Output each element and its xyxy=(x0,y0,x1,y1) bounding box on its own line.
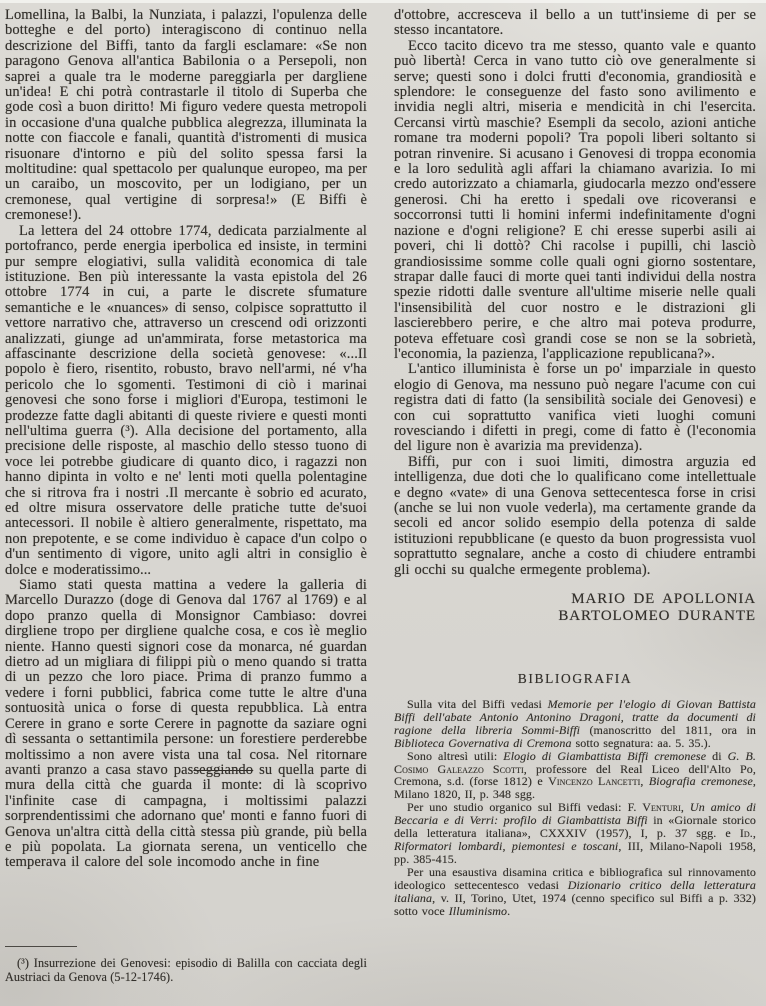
paragraph: d'ottobre, accresceva il bello a un tutt'insieme di per se stesso incantatore. xyxy=(394,8,756,39)
footnote-area xyxy=(5,946,367,985)
bib-text-italic: Illuminismo xyxy=(448,903,508,918)
bibliography-entry xyxy=(394,698,756,750)
bib-text: sotto segnatura: aa. 5. 35.). xyxy=(571,735,711,750)
bib-text-italic: Memorie per l'elogio di Giovan Battista Biffi dell'abate Antonio Antonino Dragoni, tratte da documenti di ragione della libreria Sommi-Biffi xyxy=(394,697,756,737)
bib-text: , xyxy=(640,774,649,789)
footnote-rule xyxy=(5,946,77,947)
paragraph: Ecco tacito dicevo tra me stesso, quanto vale e quanto può libertà! Cerca in vano tutto ciò ove generalmente si serve; questi sono i dolci frutti d'economia, grandiosità e splendore: le conseguenze del fasto sono avilimento e invidia negli altri, miseria e mendicità in chi l'esercita. Cercansi virtù maschie? Esempli da secolo, azioni antiche romane tra moderni popoli? Tra popoli liberi soltanto si potran rinvenire. Si acusano i Genovesi di troppa economia e la loro sedulità agli affari la chiamano avarizia. Io mi credo autorizzato a chiamarla, giudocarla mezzo ond'essere generosi. Chi ha eretto i spedali ove ricoveransi e soccorronsi tutti li homini infermi indefinitamente d'ogni nazione e d'ogni religione? E chi eresse superbi asili ai poveri, chi li dottò? Chi racolse i pupilli, chi lasciò grandiosissime somme colle quali ogni giorno sostentare, strapar dalle fauci di morte quei tanti individui della nostra spezie ridotti dalle sventure all'ultime miserie nelle quali l'insensibilità del cuor nostro e le distrazioni gli lascierebbero perire, e che altro mai poteva produrre, poteva effetuare così grandi cose se non se la sobrietà, l'economia, la pazienza, l'applicazione republicana?». xyxy=(394,37,756,362)
paragraph-text: Siamo stati questa mattina a vedere la galleria di Marcello Durazzo (doge di Genova dal 1767 al 1769) e al dopo pranzo quella di Monsignor Cambiaso: dovrei dirgliene tropo per dirgliene qualche cosa, e cos ìè meglio niente. Hanno questi signori cose da monarca, né guardan dietro ad un migliara di filippi più o meno quando si tratta di un pezzo che loro piace. Prima di pranzo fummo a vedere i forni pubblici, fabrica come tutte le altre d'una sontuosità unica o forse di questa repubblica. Là entra Cerere in grano e sorte Cerere in pagnotte da saziare ogni dì sessanta o settantimila persone: un forestiere perderebbe moltissimo a non avere vista una tal cosa. Nel ritornare avanti pranzo a casa stavo pas xyxy=(5,577,367,778)
paragraph: La lettera del 24 ottobre 1774, dedicata parzialmente al portofranco, perde energia iperbolica ed insiste, in termini pur sempre elogiativi, sulla validità economica di tale istituzione. Ben più interessante la vasta epistola del 26 ottobre 1774 in cui, a parte le discrete sfumature semantiche e le «nuances» di senso, colpisce soprattutto il vettore narrativo che, attraverso un crescend odi orizzonti analizzati, giunge ad un'ammirata, forse metastorica ma affascinante descrizione della società genovese: «...Il popolo è fiero, risentito, robusto, bravo nell'armi, né v'ha pericolo che lo sgomenti. Testimoni di ciò i marinai genovesi che sono forse i migliori d'Europa, testimoni le prodezze fatte dagli abitanti di queste riviere e questi monti nell'ultima guerra (³). Alla decisione del portamento, alla precisione delle risposte, al maschio dello stesso tuono di voce lei potrebbe giudicare di quanto dico, i ragazzi non hanno dipinta in volto e ne' lenti moti quella polentagine che si ritrova fra i nostri .Il mercante è sobrio ed acurato, ed oltre misura osservatore delle pratiche tutte de'suoi antecessori. Il nobile è altiero generalmente, rispettato, ma non prepotente, e se come individuo è capace d'un colpo o d'un sentimento di vigore, unito agli altri in consiglio è dolce e moderatissimo... xyxy=(5,222,367,578)
right-column xyxy=(394,8,756,1004)
bib-text: , professore del Real Liceo dell'Alto Po, Cremona, s.d. (forse 1812) e xyxy=(394,761,756,789)
bib-text-italic: Biografia cremonese xyxy=(648,774,753,789)
paragraph: Biffi, pur con i suoi limiti, dimostra arguzia ed intelligenza, due doti che lo qualificano come intellettuale e degno «vate» di una Genova settecentesca forse in crisi (anche se lui non vuole vederla), ma certamente grande da secoli ed ancor solido esempio della potenza di salde istituzioni repubblicane (e questo da buon progressista vuol soprattutto segnalare, anche a costo di chiudere entrambi gli occhi su qualche ermegente problema). xyxy=(394,453,756,578)
bib-text-italic: Un amico di Beccaria e di Verri: profilo di Giambattista Biffi xyxy=(394,800,756,828)
bib-text: , III, Milano-Napoli 1958, pp. 385-415. xyxy=(394,839,756,866)
paragraph-text: su quella parte di mura della città che guarda il monte: di là scoprivo l'infinite case di campagna, i moltissimi palazzi sorprendentissimi che adornano que' monti e fanno fuori di Genova un'altra città della città stessa più grande, più bella e più popolata. La giornata serena, un venticello che temperava il calore del sole incomodo anche in fine xyxy=(5,761,367,871)
author-name: MARIO DE APOLLONIA xyxy=(571,591,756,608)
bib-text-italic: G. B. xyxy=(727,748,756,763)
bib-text: (manoscritto del 1811, ora in xyxy=(580,722,756,737)
bib-text: Per una esaustiva disamina critica e bibliografica sul rinnovamento ideologico settecentesco vedasi xyxy=(394,864,756,892)
author-signatures xyxy=(394,591,756,625)
bib-text: Per uno studio organico sul Biffi vedasi: xyxy=(407,800,628,815)
left-column xyxy=(5,8,367,944)
bib-author-smallcaps: F. Venturi xyxy=(627,800,681,815)
bibliography-entry xyxy=(394,801,756,866)
bib-text: , Milano 1820, II, p. 348 sgg. xyxy=(394,774,756,802)
bib-text-italic: Elogio di Giambattista Biffi cremonese xyxy=(503,748,707,763)
bib-author-smallcaps: Id. xyxy=(739,826,753,841)
bibliography-entry xyxy=(394,750,756,802)
paragraph: Lomellina, la Balbi, la Nunziata, i palazzi, l'opulenza delle botteghe e del porto) interagiscono di continuo nella descrizione del Biffi, tanto da fargli esclamare: «Se non paragono Genova all'antica Babilonia o a Persepoli, non saprei a quale tra le moderne pareggiarla per dargliene un'idea! E chi potrà contrastarle il titolo di Superba che gode così a buon diritto! Mi figuro vedere questa metropoli in occasione d'una qualche pubblica alegrezza, illuminata la notte con fiaccole e fanali, quantità d'istromenti di musica risuonare d'intorno e più del solito spessa farsi la moltitudine: qual spettacolo per qualunque europeo, ma per un caraibo, un moscovito, per un lodigiano, per un cremonese, qual vertigine di sorpresa!» (E Biffi è cremonese!). xyxy=(5,8,367,224)
author-name: BARTOLOMEO DURANTE xyxy=(558,608,756,625)
bib-text-italic: Riformatori lombardi, piemontesi e toscani xyxy=(394,839,619,853)
bib-text: , xyxy=(680,800,690,815)
bib-text: di xyxy=(706,748,728,763)
bib-text-italic: Biblioteca Governativa di Cremona xyxy=(394,735,572,750)
struck-word: seggiando xyxy=(193,761,254,778)
bibliography-title: BIBLIOGRAFIA xyxy=(517,671,633,687)
paragraph xyxy=(5,578,367,871)
bibliography-entry xyxy=(394,866,756,918)
bib-text: . xyxy=(507,903,511,918)
paragraph: L'antico illuminista è forse un po' imparziale in questo elogio di Genova, ma nessuno può negare l'acume con cui registra dati di fatto (la sensibilità sociale dei Genovesi) e con cui soprattutto vanifica vieti luoghi comuni rovesciando i difetti in pregi, come di fatto è (l'economia del ligure non è avarizia ma previdenza). xyxy=(394,361,756,455)
bib-author-smallcaps: Vincenzo Lancetti xyxy=(548,774,641,789)
footnote: (³) Insurrezione dei Genovesi: episodio di Balilla con cacciata degli Austriaci da Genova (5-12-1746). xyxy=(5,956,367,984)
bib-text: Sulla vita del Biffi vedasi xyxy=(407,697,548,712)
bib-text: Sono altresì utili: xyxy=(407,748,504,763)
bib-text: , v. II, Torino, Utet, 1974 (cenno specifico sul Biffi a p. 332) sotto voce xyxy=(394,890,756,918)
bib-text: in «Giornale storico della letteratura italiana», CXXXIV (1957), I, p. 37 sgg. e xyxy=(394,813,756,841)
bib-text-italic: Dizionario critico della letteratura italiana xyxy=(394,877,756,905)
bib-text: , xyxy=(752,826,756,841)
bib-author-smallcaps: Cosimo Galeazzo Scotti xyxy=(394,761,524,776)
